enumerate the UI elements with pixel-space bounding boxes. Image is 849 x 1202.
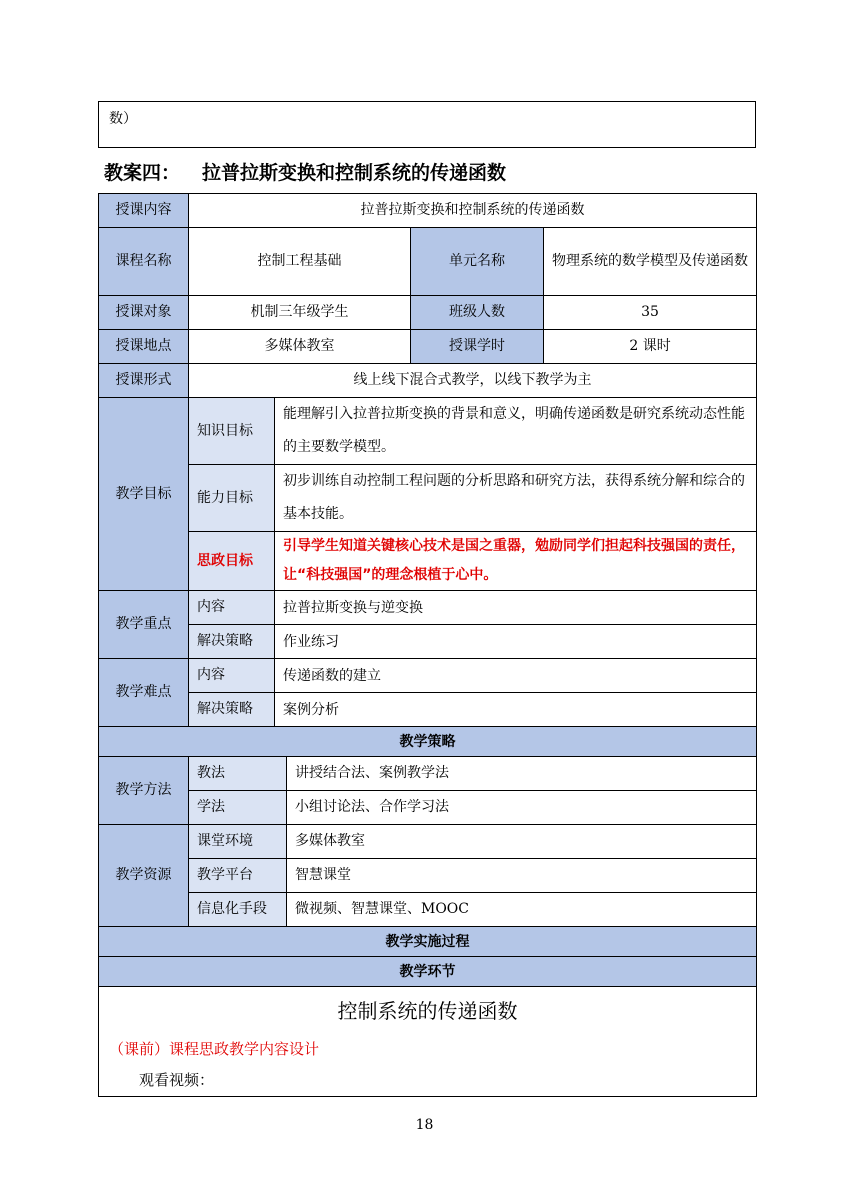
ability-goal-text: 初步训练自动控制工程问题的分析思路和研究方法，获得系统分解和综合的基本技能。 xyxy=(275,465,757,532)
course-name-label: 课程名称 xyxy=(99,228,189,296)
course-name-value: 控制工程基础 xyxy=(189,228,411,296)
process-bar: 教学实施过程 xyxy=(99,927,757,957)
hours-label: 授课学时 xyxy=(411,330,544,364)
lesson-plan-table xyxy=(98,193,757,1097)
resources-platform: 智慧课堂 xyxy=(287,859,757,893)
resources-info-label: 信息化手段 xyxy=(189,893,287,927)
hours-value: 2 课时 xyxy=(544,330,757,364)
content-line: 观看视频： xyxy=(139,1071,215,1089)
methods-learn: 小组讨论法、合作学习法 xyxy=(287,791,757,825)
teach-content-label: 授课内容 xyxy=(99,194,189,228)
difficulties-label: 教学难点 xyxy=(99,659,189,727)
resources-label: 教学资源 xyxy=(99,825,189,927)
page-number: 18 xyxy=(415,1117,434,1133)
section-heading xyxy=(104,158,506,185)
key-points-content-label: 内容 xyxy=(189,591,275,625)
resources-env-label: 课堂环境 xyxy=(189,825,287,859)
content-subheading: （课前）课程思政教学内容设计 xyxy=(109,1040,320,1058)
resources-env: 多媒体教室 xyxy=(287,825,757,859)
audience-label: 授课对象 xyxy=(99,296,189,330)
form-value: 线上线下混合式教学，以线下教学为主 xyxy=(189,364,757,398)
strategy-bar: 教学策略 xyxy=(99,727,757,757)
location-label: 授课地点 xyxy=(99,330,189,364)
teach-content-value: 拉普拉斯变换和控制系统的传递函数 xyxy=(189,194,757,228)
key-points-content: 拉普拉斯变换与逆变换 xyxy=(275,591,757,625)
unit-name-label: 单元名称 xyxy=(411,228,544,296)
class-size-value: 35 xyxy=(544,296,757,330)
difficulties-content-label: 内容 xyxy=(189,659,275,693)
unit-name-value: 物理系统的数学模型及传递函数 xyxy=(544,228,757,296)
teaching-content-cell xyxy=(99,987,757,1097)
knowledge-goal-text: 能理解引入拉普拉斯变换的背景和意义，明确传递函数是研究系统动态性能的主要数学模型。 xyxy=(275,398,757,465)
goals-label: 教学目标 xyxy=(99,398,189,591)
difficulties-content: 传递函数的建立 xyxy=(275,659,757,693)
previous-section-text: 数） xyxy=(109,111,137,127)
difficulties-strategy: 案例分析 xyxy=(275,693,757,727)
section-heading-title: 拉普拉斯变换和控制系统的传递函数 xyxy=(202,162,507,184)
key-points-label: 教学重点 xyxy=(99,591,189,659)
methods-learn-label: 学法 xyxy=(189,791,287,825)
class-size-label: 班级人数 xyxy=(411,296,544,330)
section-heading-label: 教案四： xyxy=(104,162,181,184)
methods-teach: 讲授结合法、案例教学法 xyxy=(287,757,757,791)
resources-info: 微视频、智慧课堂、MOOC xyxy=(287,893,757,927)
knowledge-goal-label: 知识目标 xyxy=(189,398,275,465)
audience-value: 机制三年级学生 xyxy=(189,296,411,330)
key-points-strategy-label: 解决策略 xyxy=(189,625,275,659)
stage-bar: 教学环节 xyxy=(99,957,757,987)
ability-goal-label: 能力目标 xyxy=(189,465,275,532)
location-value: 多媒体教室 xyxy=(189,330,411,364)
ideology-goal-text: 引导学生知道关键核心技术是国之重器，勉励同学们担起科技强国的责任，让“科技强国”的理念根植于心中。 xyxy=(275,532,757,591)
methods-label: 教学方法 xyxy=(99,757,189,825)
methods-teach-label: 教法 xyxy=(189,757,287,791)
form-label: 授课形式 xyxy=(99,364,189,398)
ideology-goal-label: 思政目标 xyxy=(189,532,275,591)
difficulties-strategy-label: 解决策略 xyxy=(189,693,275,727)
previous-section-box xyxy=(98,101,756,148)
resources-platform-label: 教学平台 xyxy=(189,859,287,893)
content-title: 控制系统的传递函数 xyxy=(337,999,518,1023)
key-points-strategy: 作业练习 xyxy=(275,625,757,659)
